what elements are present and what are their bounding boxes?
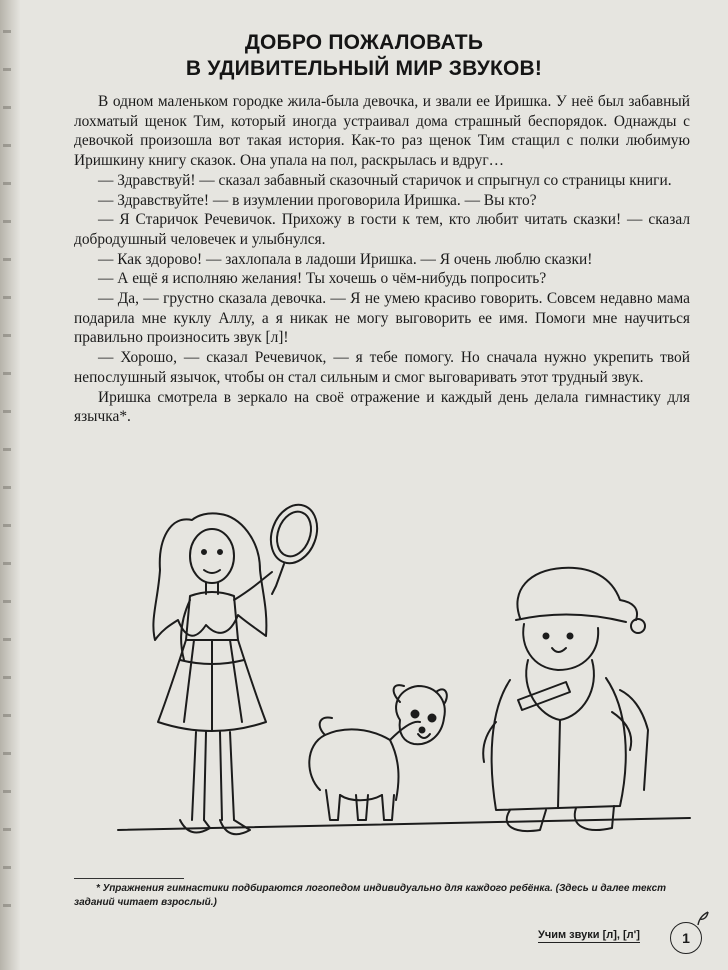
page-number: 1: [670, 922, 702, 954]
story-illustration: [100, 490, 700, 870]
page-title: [0, 30, 728, 82]
apple-leaf-icon: [696, 910, 710, 926]
section-footer-label: Учим звуки [л], [л']: [538, 929, 640, 941]
story-paragraph: — Здравствуйте! — в изумлении проговорила Иришка. — Вы кто?: [98, 191, 537, 209]
puppy-drawing: [309, 685, 447, 820]
story-paragraph: — Хорошо, — сказал Речевичок, — я тебе помогу. Но сначала нужно укрепить твой непослушный язычок, чтобы он стал сильным и смог выговаривать этот трудный звук.: [74, 349, 690, 386]
story-paragraph: — Как здорово! — захлопала в ладоши Иришка. — Я очень люблю сказки!: [98, 250, 593, 268]
story-paragraph: — А ещё я исполняю желания! Ты хочешь о чём-нибудь попросить?: [98, 270, 547, 288]
story-paragraph: — Здравствуй! — сказал забавный сказочный старичок и спрыгнул со страницы книги.: [98, 171, 672, 189]
old-man-drawing: [483, 568, 648, 831]
story-paragraph: В одном маленьком городке жила-была девочка, и звали ее Иришка. У неё был забавный лохматый щенок Тим, который иногда устраивал дома страшный беспорядок. Однажды с девочкой произошла вот такая история. Как-то раз щенок Тим стащил с полки любимую Иришкину книгу сказок. Она упала на пол, раскрылась и вдруг…: [74, 93, 690, 170]
girl-drawing: [153, 498, 325, 834]
story-text: [74, 92, 690, 427]
footnote-divider: [74, 878, 184, 879]
spine-binding-marks: [3, 30, 11, 930]
story-paragraph: — Я Старичок Речевичок. Прихожу в гости к тем, кто любит читать сказки! — сказал добродушный человечек и улыбнулся.: [74, 211, 690, 248]
title-line-1: ДОБРО ПОЖАЛОВАТЬ: [244, 31, 484, 54]
title-line-2: В УДИВИТЕЛЬНЫЙ МИР ЗВУКОВ!: [185, 57, 543, 80]
story-paragraph: — Да, — грустно сказала девочка. — Я не умею красиво говорить. Совсем недавно мама подарила мне куклу Аллу, а я никак не могу выговорить ее имя. Помоги мне научиться правильно произносить звук [л]!: [74, 290, 690, 347]
footnote: * Упражнения гимнастики подбираются логопедом индивидуально для каждого ребёнка. (Здесь и далее текст заданий читает взрослый.): [74, 883, 667, 908]
story-paragraph: Иришка смотрела в зеркало на своё отражение и каждый день делала гимнастику для язычка*.: [74, 388, 690, 426]
book-spine-shadow: [0, 0, 20, 970]
